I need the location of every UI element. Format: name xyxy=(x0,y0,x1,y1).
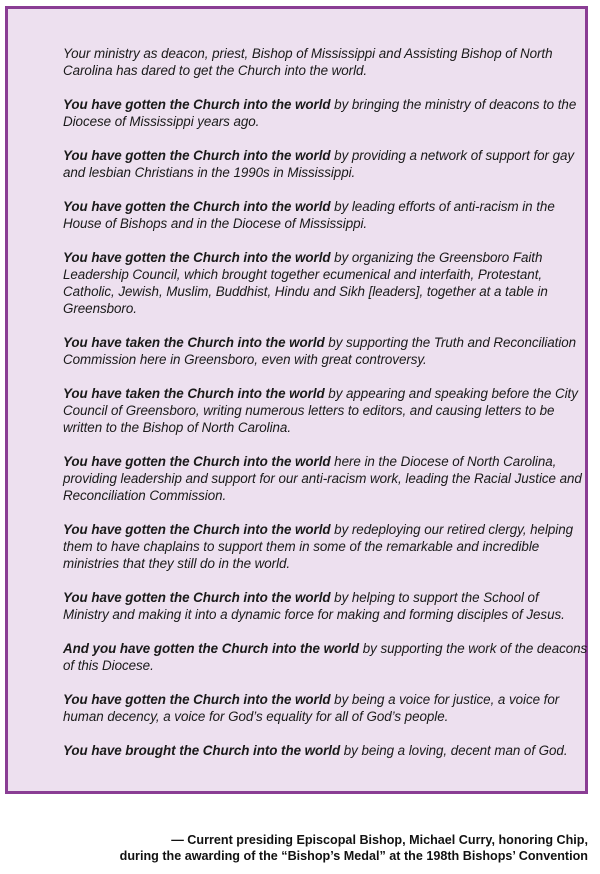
paragraph-text: by supporting the work of the deacons of this Diocese. xyxy=(63,641,588,673)
attribution-line-1: — Current presiding Episcopal Bishop, Michael Curry, honoring Chip, xyxy=(171,833,588,847)
paragraph-lead: You have gotten the Church into the world xyxy=(63,454,331,469)
paragraph-lead: You have taken the Church into the world xyxy=(63,335,325,350)
quote-paragraph xyxy=(63,45,588,79)
paragraph-lead: You have gotten the Church into the world xyxy=(63,250,331,265)
quote-box xyxy=(5,6,588,794)
quote-paragraph xyxy=(63,640,588,674)
paragraph-lead: You have gotten the Church into the world xyxy=(63,148,331,163)
paragraph-text: by helping to support the School of Ministry and making it into a dynamic force for making and forming disciples of Jesus. xyxy=(63,590,565,622)
paragraph-lead: You have brought the Church into the world xyxy=(63,743,341,758)
quote-paragraph xyxy=(63,334,588,368)
paragraph-lead: And you have gotten the Church into the world xyxy=(63,641,360,656)
quote-paragraph xyxy=(63,385,588,436)
quote-paragraph xyxy=(63,249,588,317)
paragraph-text: by being a loving, decent man of God. xyxy=(340,743,568,758)
paragraph-text: by providing a network of support for gay and lesbian Christians in the 1990s in Mississippi. xyxy=(63,148,575,180)
quote-paragraph xyxy=(63,147,588,181)
paragraph-text: Your ministry as deacon, priest, Bishop of Mississippi and Assisting Bishop of North Carolina has dared to get the Church into the world. xyxy=(63,46,553,78)
quote-paragraph xyxy=(63,453,588,504)
paragraph-lead: You have gotten the Church into the world xyxy=(63,522,331,537)
quote-paragraph xyxy=(63,742,588,759)
quote-paragraph xyxy=(63,521,588,572)
paragraph-lead: You have gotten the Church into the world xyxy=(63,199,331,214)
paragraph-text: by redeploying our retired clergy, helping them to have chaplains to support them in some of the remarkable and incredible ministries that they still do in the world. xyxy=(63,522,573,571)
paragraph-text: here in the Diocese of North Carolina, providing leadership and support for our anti-racism work, leading the Racial Justice and Reconciliation Commission. xyxy=(63,454,582,503)
paragraph-text: by leading efforts of anti-racism in the House of Bishops and in the Diocese of Mississippi. xyxy=(63,199,555,231)
paragraph-lead: You have gotten the Church into the world xyxy=(63,97,331,112)
quote-paragraph xyxy=(63,691,588,725)
paragraph-text: by being a voice for justice, a voice for human decency, a voice for God’s equality for all of God’s people. xyxy=(63,692,560,724)
quote-paragraph xyxy=(63,96,588,130)
paragraph-text: by bringing the ministry of deacons to the Diocese of Mississippi years ago. xyxy=(63,97,577,129)
attribution-line-2: during the awarding of the “Bishop’s Medal” at the 198th Bishops’ Convention xyxy=(119,849,588,863)
quote-paragraph xyxy=(63,589,588,623)
paragraph-text: by appearing and speaking before the City Council of Greensboro, writing numerous letters to editors, and causing letters to be written to the Bishop of North Carolina. xyxy=(63,386,578,435)
quote-paragraphs xyxy=(63,45,588,776)
paragraph-text: by organizing the Greensboro Faith Leadership Council, which brought together ecumenical and interfaith, Protestant, Catholic, Jewish, Muslim, Buddhist, Hindu and Sikh [leaders], together at a table in Greensboro. xyxy=(63,250,548,316)
paragraph-lead: You have taken the Church into the world xyxy=(63,386,325,401)
quote-paragraph xyxy=(63,198,588,232)
attribution xyxy=(28,832,588,864)
paragraph-lead: You have gotten the Church into the world xyxy=(63,692,331,707)
paragraph-text: by supporting the Truth and Reconciliation Commission here in Greensboro, even with great controversy. xyxy=(63,335,577,367)
paragraph-lead: You have gotten the Church into the world xyxy=(63,590,331,605)
